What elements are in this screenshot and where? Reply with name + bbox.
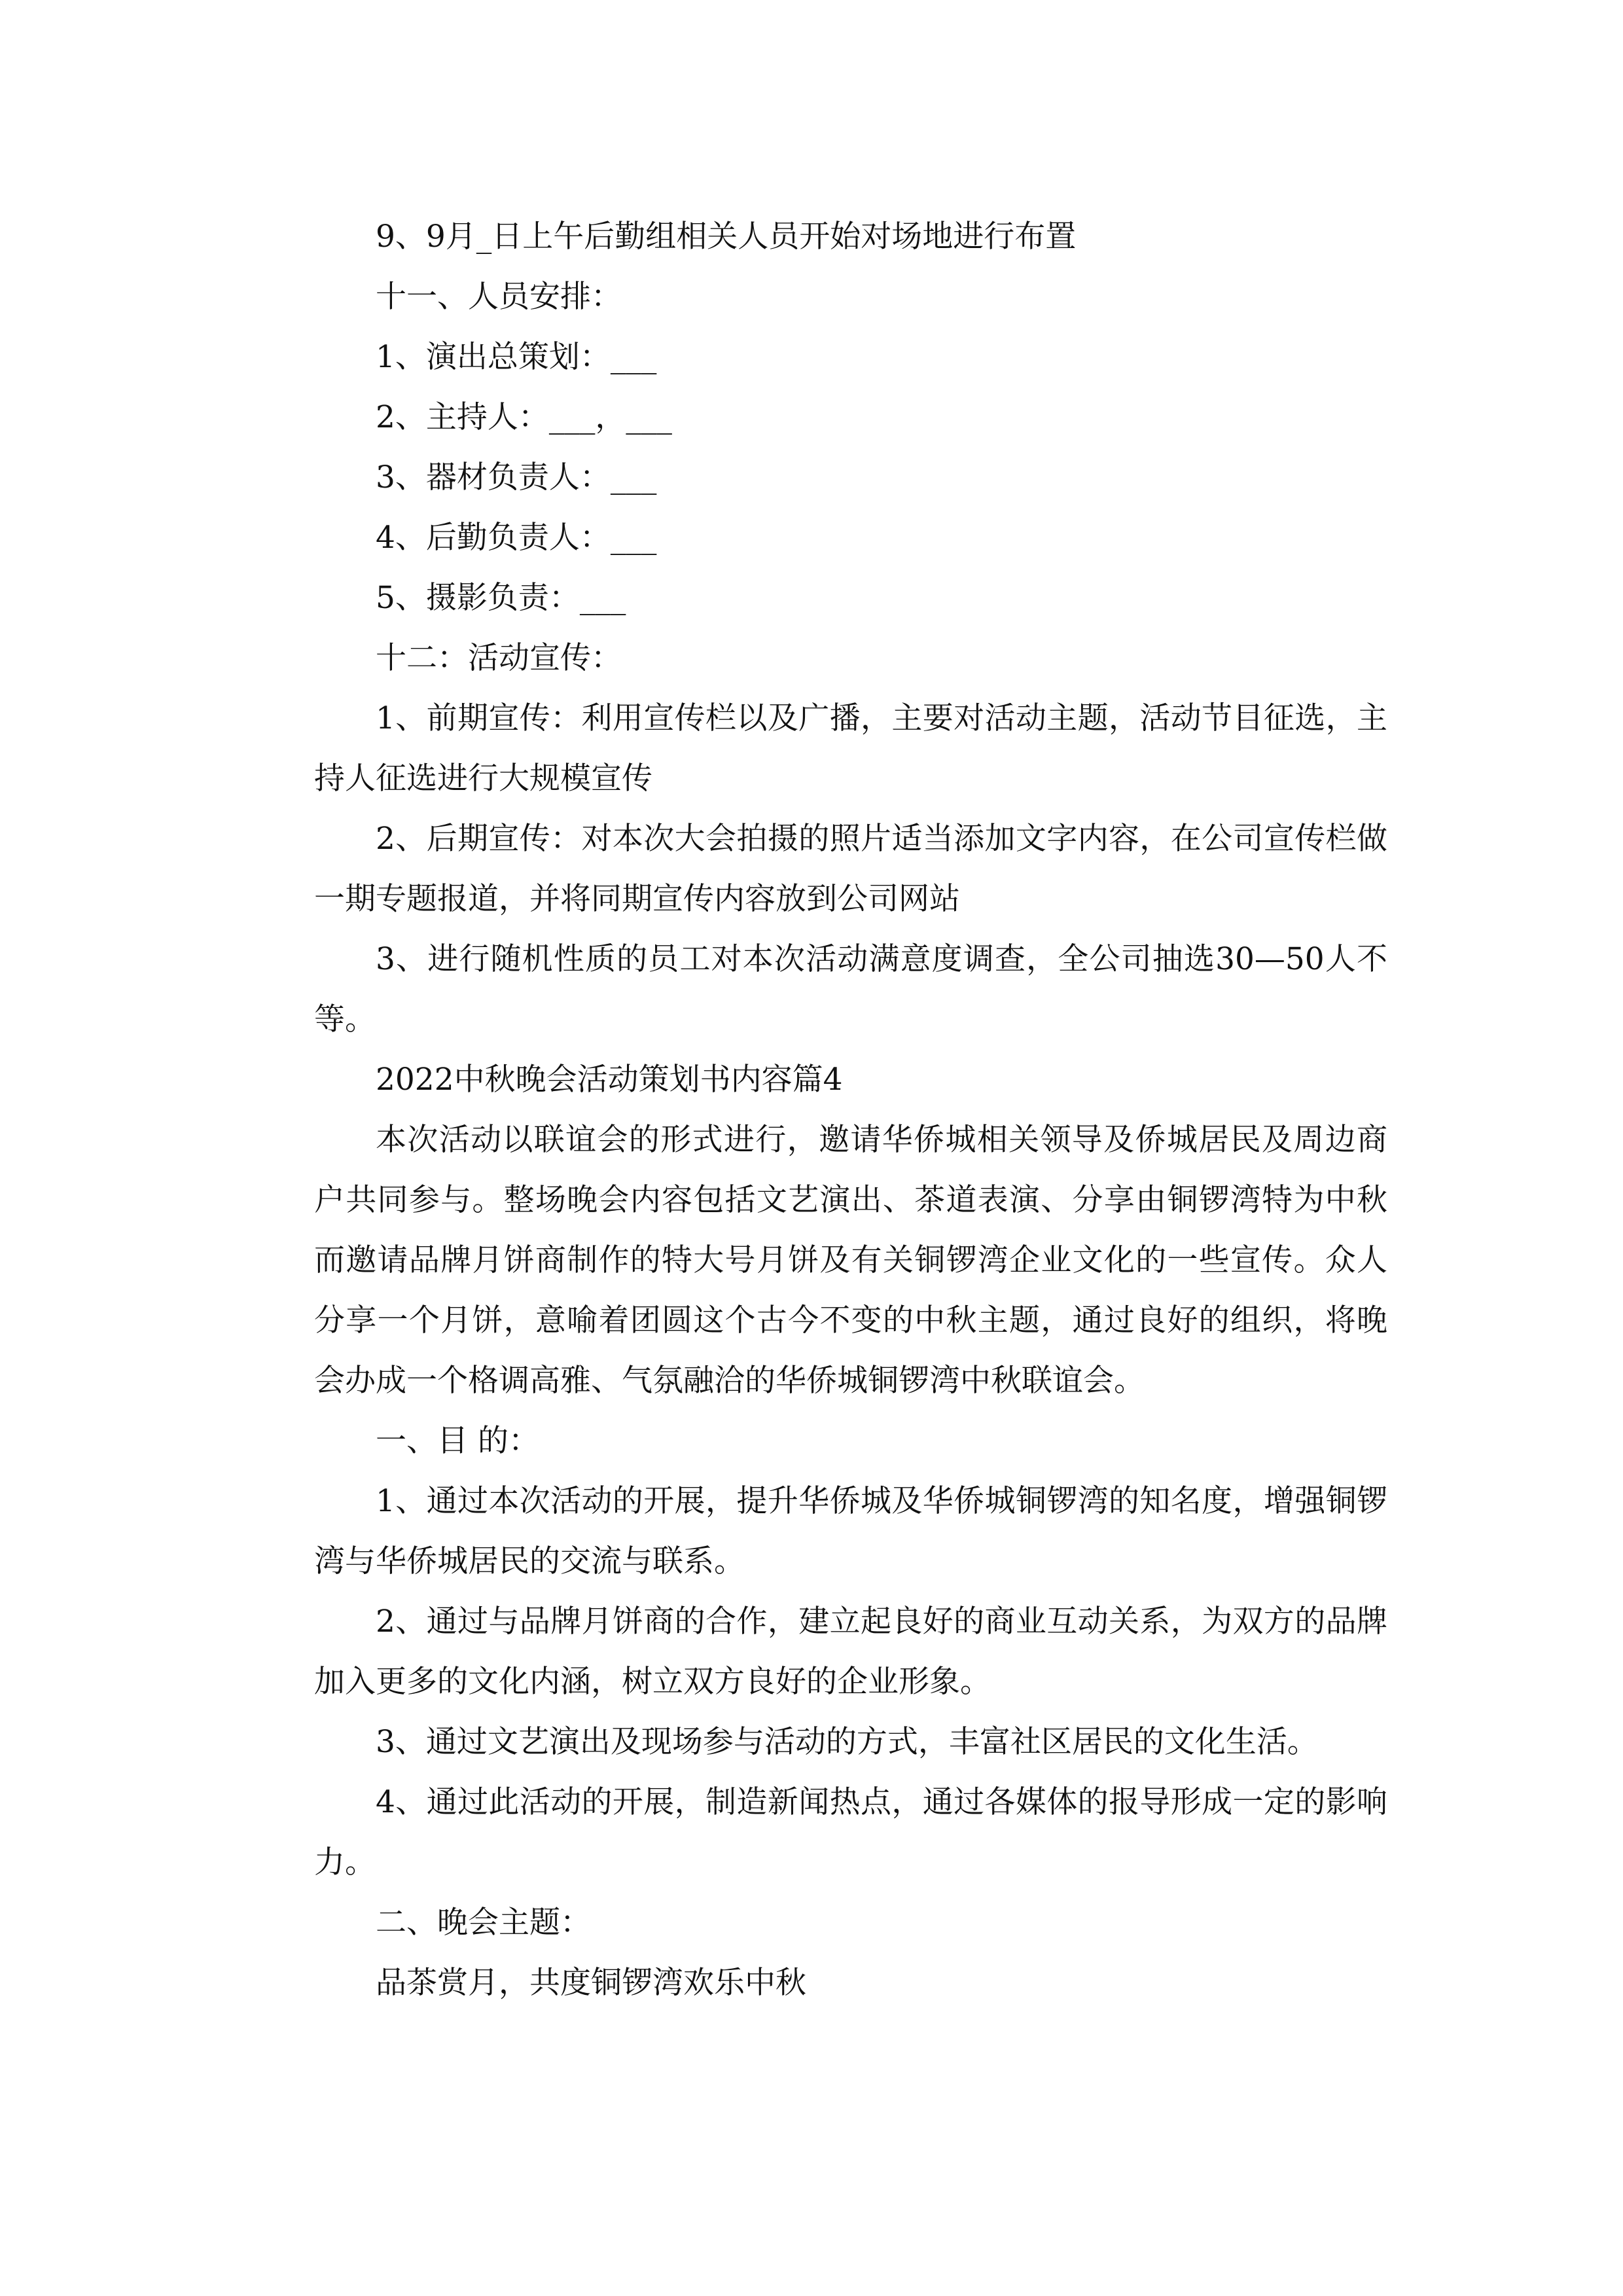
paragraph-later-promotion: 2、后期宣传：对本次大会拍摄的照片适当添加文字内容，在公司宣传栏做一期专题报道，并将同期宣传内容放到公司网站 <box>314 821 1387 917</box>
paragraph-event-overview: 本次活动以联谊会的形式进行，邀请华侨城相关领导及侨城居民及周边商户共同参与。整场晚会内容包括文艺演出、茶道表演、分享由铜锣湾特为中秋而邀请品牌月饼商制作的特大号月饼及有关铜锣湾企业文化的一些宣传。众人分享一个月饼，意喻着团圆这个古今不变的中秋主题，通过良好的组织，将晚会办成一个格调高雅、气氛融洽的华侨城铜锣湾中秋联谊会。 <box>314 1122 1387 1399</box>
section-title-part-4: 2022中秋晚会活动策划书内容篇4 <box>376 1062 843 1098</box>
staff-equipment-lead: 3、器材负责人：___ <box>376 459 657 495</box>
heading-purpose: 一、目 的： <box>376 1423 539 1459</box>
purpose-item-1: 1、通过本次活动的开展，提升华侨城及华侨城铜锣湾的知名度，增强铜锣湾与华侨城居民的交流与联系。 <box>314 1483 1387 1579</box>
heading-staff-arrangement: 十一、人员安排： <box>376 279 622 315</box>
document-body <box>314 207 1387 2013</box>
purpose-item-3: 3、通过文艺演出及现场参与活动的方式，丰富社区居民的文化生活。 <box>376 1724 1318 1760</box>
staff-general-planner: 1、演出总策划：___ <box>376 339 657 375</box>
paragraph-satisfaction-survey: 3、进行随机性质的员工对本次活动满意度调查，全公司抽选30—50人不等。 <box>314 941 1387 1037</box>
paragraph-early-promotion: 1、前期宣传：利用宣传栏以及广播，主要对活动主题，活动节目征选，主持人征选进行大规模宣传 <box>314 700 1387 797</box>
purpose-item-2: 2、通过与品牌月饼商的合作，建立起良好的商业互动关系，为双方的品牌加入更多的文化内涵，树立双方良好的企业形象。 <box>314 1604 1387 1700</box>
staff-logistics-lead: 4、后勤负责人：___ <box>376 520 657 556</box>
heading-gala-theme: 二、晚会主题： <box>376 1905 591 1941</box>
heading-promotion: 十二：活动宣传： <box>376 640 622 676</box>
staff-photography-lead: 5、摄影负责：___ <box>376 580 626 616</box>
purpose-item-4: 4、通过此活动的开展，制造新闻热点，通过各媒体的报导形成一定的影响力。 <box>314 1784 1387 1880</box>
paragraph-setup-schedule: 9、9月_日上午后勤组相关人员开始对场地进行布置 <box>376 219 1077 255</box>
paragraph-gala-theme: 品茶赏月，共度铜锣湾欢乐中秋 <box>376 1965 806 2001</box>
staff-hosts: 2、主持人：___，___ <box>376 399 672 435</box>
